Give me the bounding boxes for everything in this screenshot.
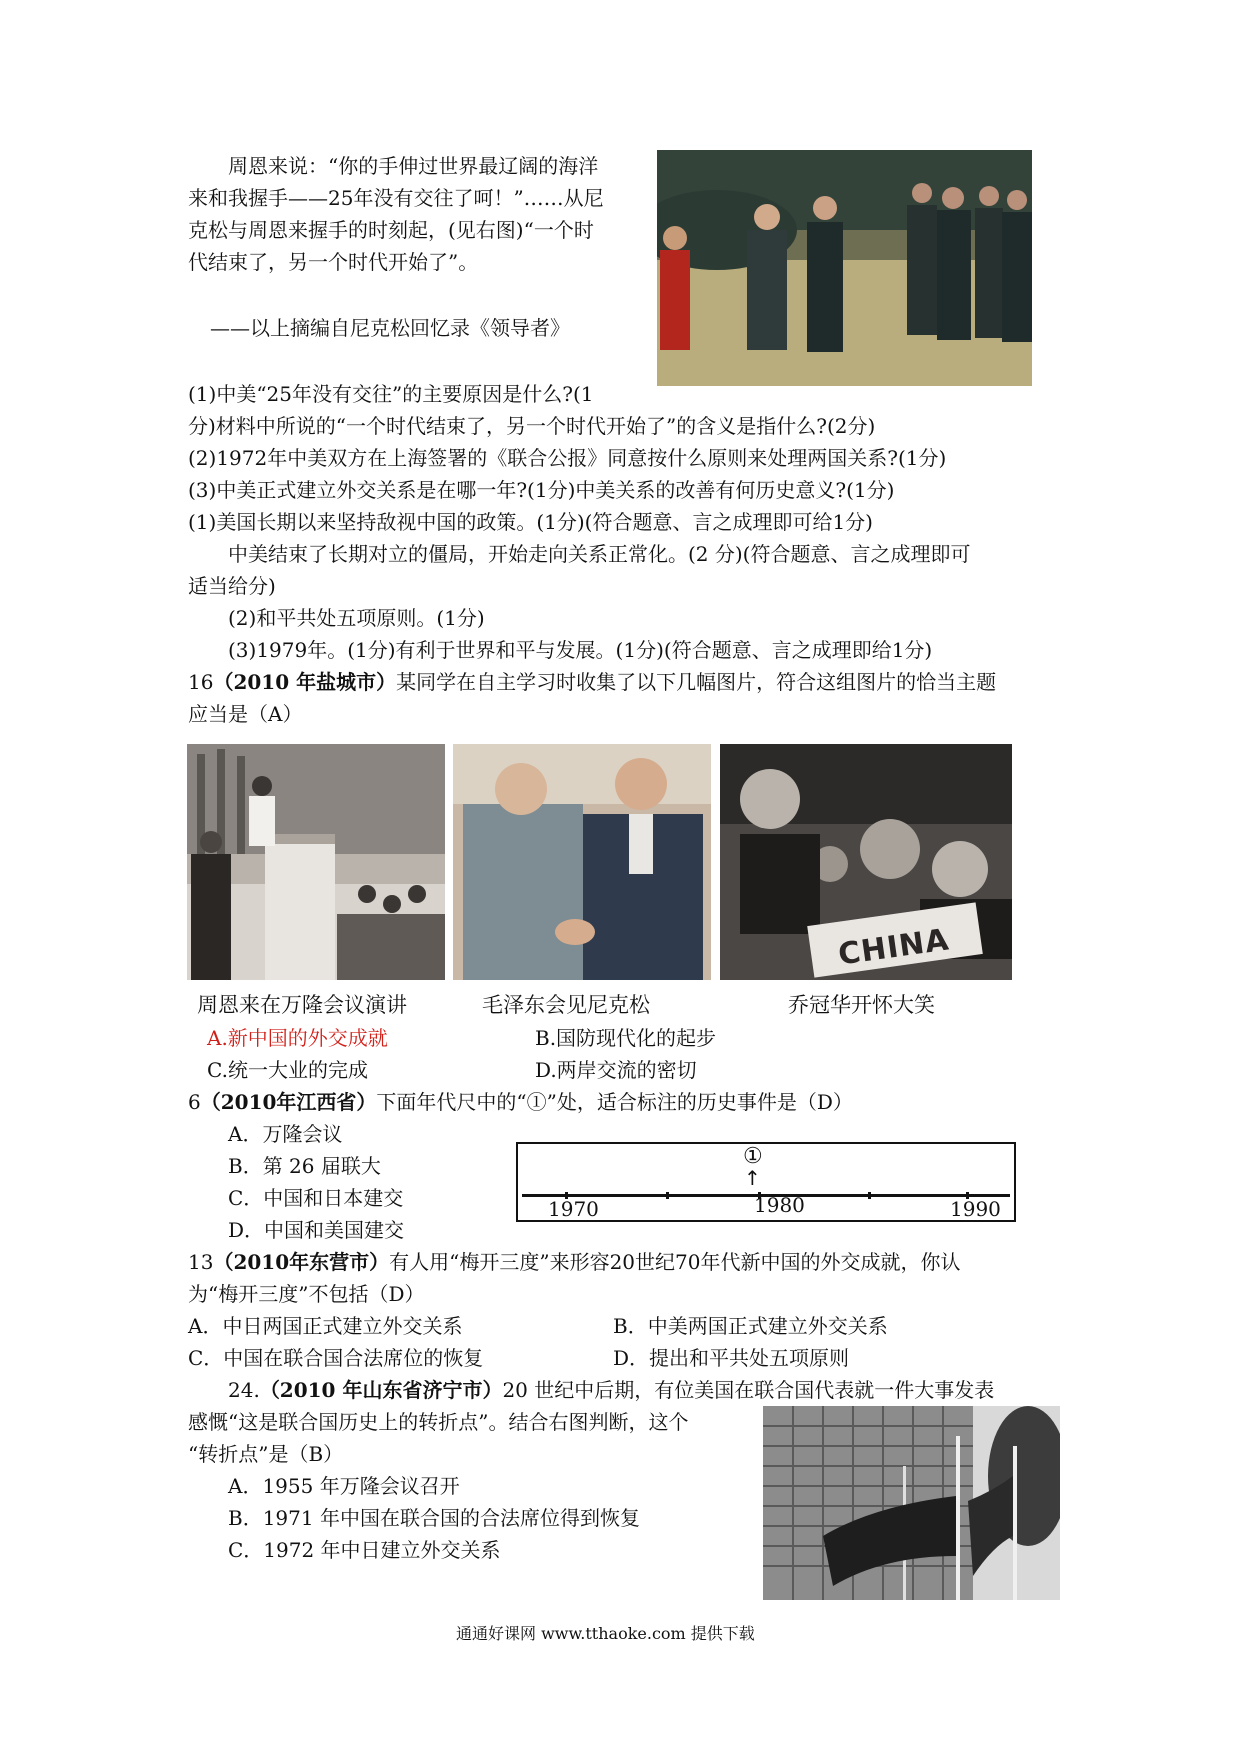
answer-line-2: 中美结束了长期对立的僵局，开始走向关系正常化。(2 分)(符合题意、言之成理即可 xyxy=(228,542,971,566)
q16-stem-a: 某同学在自主学习时收集了以下几幅图片，符合这组图片的恰当主题 xyxy=(396,670,997,694)
q16-option-a: A.新中国的外交成就 xyxy=(207,1026,388,1050)
answer-line-4: (2)和平共处五项原则。(1分) xyxy=(228,606,485,630)
answer-line-3: 适当给分) xyxy=(188,574,276,598)
photo-nixon-zhou-handshake xyxy=(657,150,1032,386)
timeline-label-1970: 1970 xyxy=(548,1197,599,1221)
timeline-label-1980: 1980 xyxy=(754,1193,805,1217)
china-nameplate: CHINA xyxy=(836,922,952,973)
timeline-tick-1985 xyxy=(868,1192,871,1199)
q24-number: 24. xyxy=(228,1378,260,1402)
q24-stem-line-2: 感慨“这是联合国历史上的转折点”。结合右图判断，这个 xyxy=(188,1410,689,1434)
q16-option-c: C.统一大业的完成 xyxy=(207,1058,368,1082)
timeline-label-1990: 1990 xyxy=(950,1197,1001,1221)
passage-line-4: 代结束了，另一个时代开始了”。 xyxy=(188,250,479,274)
q6-number: 6 xyxy=(188,1090,201,1114)
q13-stem-a: 有人用“梅开三度”来形容20世纪70年代新中国的外交成就，你认 xyxy=(389,1250,961,1274)
passage-line-3: 克松与周恩来握手的时刻起，(见右图)“一个时 xyxy=(188,218,594,242)
timeline-marker-circle: ① xyxy=(743,1144,763,1169)
q16-stem-line-2: 应当是（A） xyxy=(188,702,303,726)
q6-option-b: B．第 26 届联大 xyxy=(228,1154,381,1178)
caption-photo-3: 乔冠华开怀大笑 xyxy=(788,993,935,1017)
q6-stem-text: 下面年代尺中的“①”处，适合标注的历史事件是（D） xyxy=(376,1090,853,1114)
q24-source: （2010 年山东省济宁市） xyxy=(259,1378,503,1402)
timeline-figure xyxy=(516,1142,1016,1222)
q16-number: 16 xyxy=(188,670,214,694)
q13-option-d: D．提出和平共处五项原则 xyxy=(613,1346,850,1370)
q24-stem-a: 20 世纪中后期，有位美国在联合国代表就一件大事发表 xyxy=(502,1378,995,1402)
answer-line-5: (3)1979年。(1分)有利于世界和平与发展。(1分)(符合题意、言之成理即给1分) xyxy=(228,638,933,662)
q13-option-a: A．中日两国正式建立外交关系 xyxy=(188,1314,463,1338)
q13-option-b: B．中美两国正式建立外交关系 xyxy=(613,1314,888,1338)
q6-option-d: D．中国和美国建交 xyxy=(228,1218,405,1242)
photo-zhou-bandung-speech xyxy=(187,744,445,980)
q6-source: （2010年江西省） xyxy=(200,1090,377,1114)
question-line-1: (1)中美“25年没有交往”的主要原因是什么?(1 xyxy=(188,382,594,406)
caption-photo-1: 周恩来在万隆会议演讲 xyxy=(197,993,407,1017)
question-line-4: (3)中美正式建立外交关系是在哪一年?(1分)中美关系的改善有何历史意义?(1分) xyxy=(188,478,895,502)
photo-qiao-guanhua-laughing xyxy=(720,744,1012,980)
q16-option-b: B.国防现代化的起步 xyxy=(535,1026,717,1050)
passage-line-1: 周恩来说：“你的手伸过世界最辽阔的海洋 xyxy=(228,154,599,178)
q13-stem-line-1 xyxy=(188,1246,960,1279)
q13-stem-line-2: 为“梅开三度”不包括（D） xyxy=(188,1282,425,1306)
q6-option-a: A．万隆会议 xyxy=(228,1122,343,1146)
passage-source: ——以上摘编自尼克松回忆录《领导者》 xyxy=(210,316,570,340)
photo-un-flags xyxy=(763,1406,1060,1600)
passage-line-2: 来和我握手——25年没有交往了呵！”……从尼 xyxy=(188,186,604,210)
q24-option-c: C．1972 年中日建立外交关系 xyxy=(228,1538,501,1562)
q16-source: （2010 年盐城市） xyxy=(213,670,397,694)
page-footer: 通通好课网 www.tthaoke.com 提供下载 xyxy=(456,1624,755,1643)
q24-stem-line-3: “转折点”是（B） xyxy=(188,1442,344,1466)
q13-number: 13 xyxy=(188,1250,214,1274)
q24-option-b: B．1971 年中国在联合国的合法席位得到恢复 xyxy=(228,1506,640,1530)
q6-stem xyxy=(188,1086,853,1119)
caption-photo-2: 毛泽东会见尼克松 xyxy=(482,993,650,1017)
q13-option-c: C．中国在联合国合法席位的恢复 xyxy=(188,1346,484,1370)
timeline-tick-1975 xyxy=(666,1192,669,1199)
q24-option-a: A．1955 年万隆会议召开 xyxy=(228,1474,460,1498)
answer-line-1: (1)美国长期以来坚持敌视中国的政策。(1分)(符合题意、言之成理即可给1分) xyxy=(188,510,873,534)
q13-source: （2010年东营市） xyxy=(213,1250,390,1274)
q16-option-d: D.两岸交流的密切 xyxy=(535,1058,697,1082)
question-line-2: 分)材料中所说的“一个时代结束了，另一个时代开始了”的含义是指什么?(2分) xyxy=(188,414,876,438)
photo-mao-meets-nixon xyxy=(453,744,711,980)
q24-stem-line-1 xyxy=(228,1374,994,1407)
timeline-arrow-up-icon: ↑ xyxy=(744,1166,761,1190)
q16-stem-line-1 xyxy=(188,666,996,699)
q6-option-c: C．中国和日本建交 xyxy=(228,1186,404,1210)
question-line-3: (2)1972年中美双方在上海签署的《联合公报》同意按什么原则来处理两国关系?(1分) xyxy=(188,446,947,470)
